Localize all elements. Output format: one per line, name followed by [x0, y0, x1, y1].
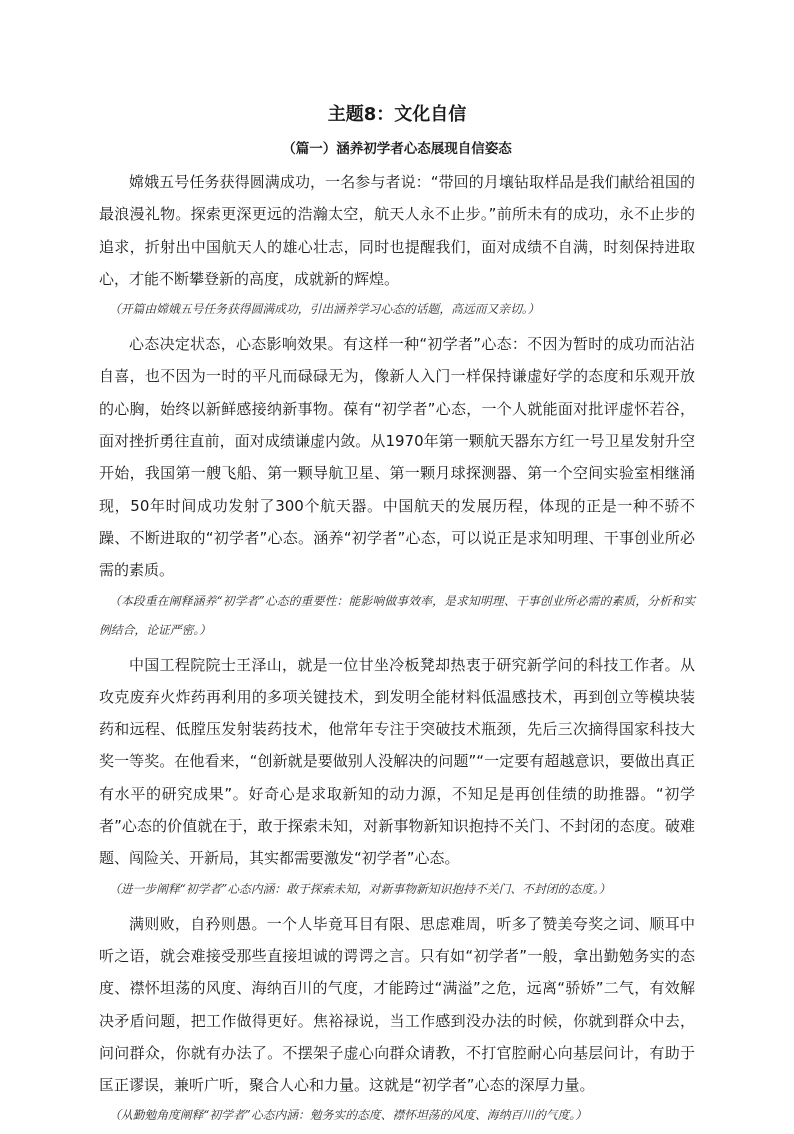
annotation-2: （本段重在阐释涵养“初学者”心态的重要性：能影响做事效率，是求知明理、干事创业所必需的素质，分析和实例结合，论证严密。）: [99, 593, 695, 637]
paragraph-1: 嫦娥五号任务获得圆满成功，一名参与者说：“带回的月壤钻取样品是我们献给祖国的最浪漫礼物。探索更深更远的浩瀚太空，航天人永不止步。”前所未有的成功，永不止步的追求，折射出中国航天人的雄心壮志，同时也提醒我们，面对成绩不自满，时刻保持进取心，才能不断攀登新的高度，成就新的辉煌。: [99, 173, 695, 288]
document-page: [99, 100, 695, 1134]
annotation-4: （从勤勉角度阐释“初学者”心态内涵：勉务实的态度、襟怀坦荡的风度、海纳百川的气度。）: [109, 1108, 588, 1123]
paragraph-4: 满则败，自矜则愚。一个人毕竟耳目有限、思虑难周，听多了赞美夸奖之词、顺耳中听之语，就会难接受那些直接坦诚的谔谔之言。只有如“初学者”一般，拿出勤勉务实的态度、襟怀坦荡的风度、海纳百川的气度，才能跨过“满溢”之危，远离“骄娇”二气，有效解决矛盾问题，把工作做得更好。焦裕禄说，当工作感到没办法的时候，你就到群众中去，问问群众，你就有办法了。不摆架子虚心向群众请教，不打官腔耐心向基层问计，有助于匡正谬误，兼听广听，聚合人心和力量。这就是“初学者”心态的深厚力量。: [99, 914, 695, 1095]
paragraph-3: 中国工程院院士王泽山，就是一位甘坐冷板凳却热衷于研究新学问的科技工作者。从攻克废弃火炸药再利用的多项关键技术，到发明全能材料低温感技术，再到创立等模块装药和远程、低膛压发射装药技术，他常年专注于突破技术瓶颈，先后三次摘得国家科技大奖一等奖。在他看来，“创新就是要做别人没解决的问题”“一定要有超越意识，要做出真正有水平的研究成果”。好奇心是求取新知的动力源，不知足是再创佳绩的助推器。“初学者”心态的价值就在于，敢于探索未知，对新事物新知识抱持不关门、不封闭的态度。破难题、闯险关、开新局，其实都需要激发“初学者”心态。: [99, 655, 695, 868]
page-title: 主题8：文化自信: [327, 104, 467, 125]
annotation-3: （进一步阐释“初学者”心态内涵：敢于探索未知，对新事物新知识抱持不关门、不封闭的态度。）: [109, 881, 611, 896]
annotation-1: （开篇由嫦娥五号任务获得圆满成功，引出涵养学习心态的话题，高远而又亲切。）: [109, 302, 540, 317]
paragraph-2: 心态决定状态，心态影响效果。有这样一种“初学者”心态：不因为暂时的成功而沾沾自喜，也不因为一时的平凡而碌碌无为，像新人入门一样保持谦虚好学的态度和乐观开放的心胸，始终以新鲜感接纳新事物。葆有“初学者”心态，一个人就能面对批评虚怀若谷，面对挫折勇往直前，面对成绩谦虚内敛。从1970年第一颗航天器东方红一号卫星发射升空开始，我国第一艘飞船、第一颗导航卫星、第一颗月球探测器、第一个空间实验室相继涌现，50年时间成功发射了300个航天器。中国航天的发展历程，体现的正是一种不骄不躁、不断进取的“初学者”心态。涵养“初学者”心态，可以说正是求知明理、干事创业所必需的素质。: [99, 335, 695, 580]
article-subtitle: （篇一）涵养初学者心态展现自信姿态: [282, 141, 512, 157]
